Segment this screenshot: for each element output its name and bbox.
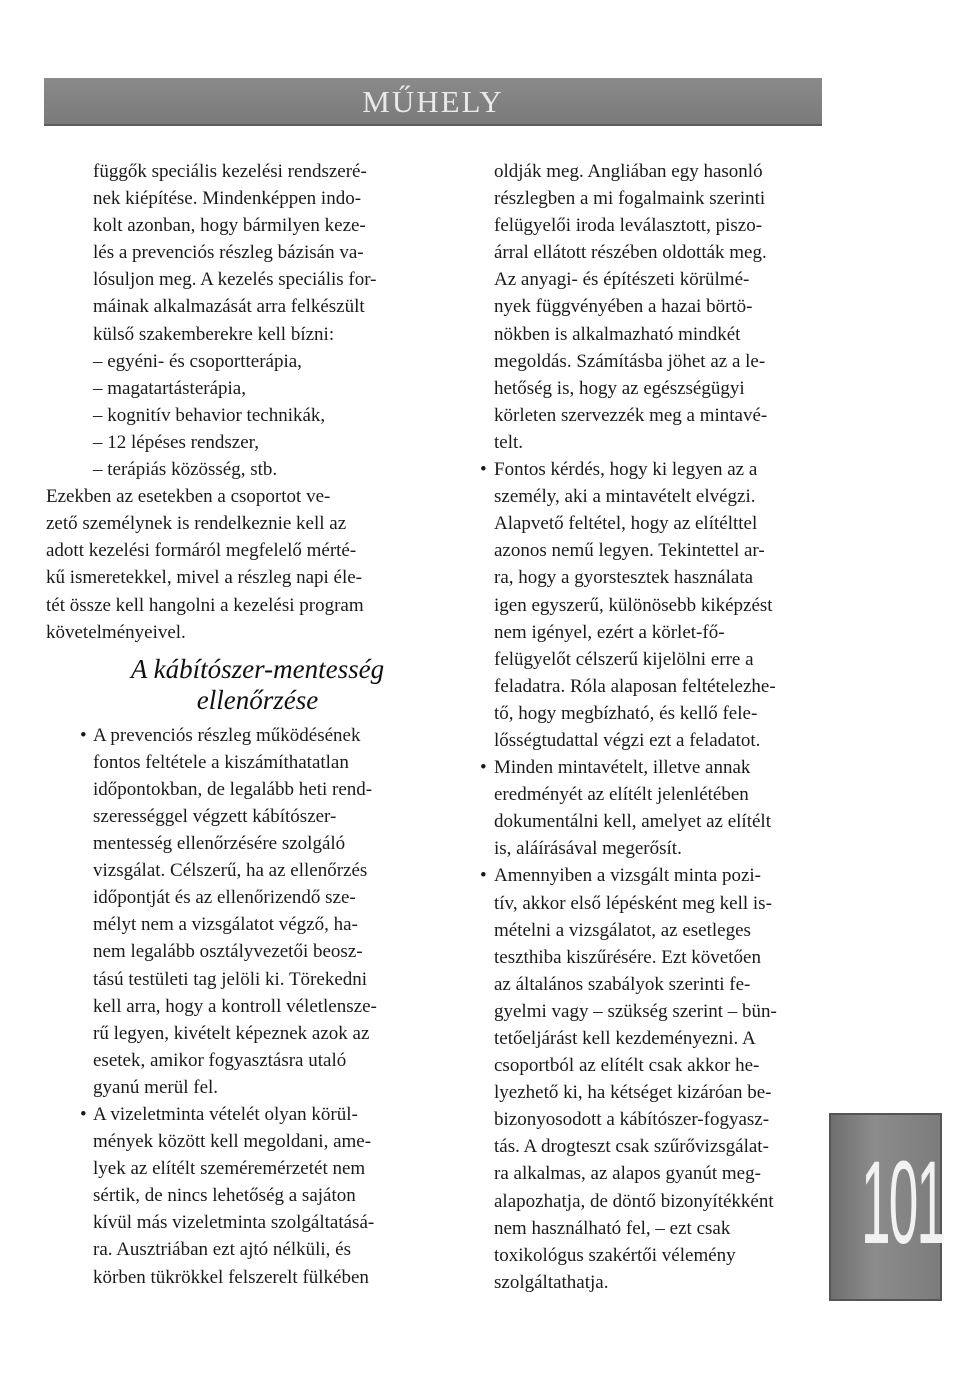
- section-title: MŰHELY: [362, 84, 504, 119]
- text-line: lósuljon meg. A kezelés speciális for-: [93, 269, 377, 291]
- text-line: gyanú merül fel.: [93, 1076, 219, 1098]
- text-line: árral ellátott részében oldották meg.: [494, 242, 767, 264]
- text-line: tású testületi tag jelöli ki. Törekedni: [93, 968, 368, 990]
- text-line: nem igényel, ezért a körlet-fő-: [494, 621, 725, 643]
- text-line: esetek, amikor fogyasztásra utaló: [93, 1049, 347, 1071]
- text-line: máinak alkalmazását arra felkészült: [93, 296, 365, 318]
- text-line: lősségtudattal végzi ezt a feladatot.: [494, 729, 761, 751]
- text-line: igen egyszerű, különösebb kiképzést: [494, 594, 773, 616]
- text-line: Az anyagi- és építészeti körülmé-: [494, 269, 750, 291]
- text-line: nek kiépítése. Mindenképpen indo-: [93, 188, 362, 210]
- continuation-paragraph: [494, 158, 823, 456]
- text-line: szolgáltathatja.: [494, 1271, 609, 1293]
- text-line: Amennyiben a vizsgált minta pozi-: [494, 865, 761, 887]
- text-line: oldják meg. Angliában egy hasonló: [494, 161, 763, 182]
- bullet-paragraph: [480, 754, 823, 862]
- text-line: mentesség ellenőrzésére szolgáló: [93, 833, 346, 855]
- text-line: mételni a vizsgálatot, az esetleges: [494, 919, 751, 941]
- text-line: megoldás. Számításba jöhet az a le-: [494, 350, 766, 372]
- text-line: lyek az elítélt szeméremérzetét nem: [93, 1158, 366, 1180]
- text-line: nyek függvényében a hazai börtö-: [494, 296, 753, 318]
- text-line: követelményeivel.: [46, 621, 186, 643]
- list-item: – kognitív behavior technikák,: [93, 404, 326, 426]
- text-line: kívül más vizeletminta szolgáltatásá-: [93, 1212, 375, 1234]
- list-item: – 12 lépéses rendszer,: [93, 431, 259, 453]
- text-line: lés a prevenciós részleg bázisán va-: [93, 242, 364, 264]
- text-line: Fontos kérdés, hogy ki legyen az a: [494, 459, 758, 481]
- text-line: időpontját és az ellenőrizendő sze-: [93, 887, 356, 909]
- bullet-paragraph: [46, 1101, 422, 1291]
- text-line: feladatra. Róla alaposan feltételezhe-: [494, 675, 776, 697]
- text-line: ra, hogy a gyorstesztek használata: [494, 567, 754, 589]
- section-heading: [93, 654, 422, 716]
- text-line: személy, aki a mintavételt elvégzi.: [494, 486, 756, 508]
- text-line: adott kezelési formáról megfelelő mérté-: [46, 540, 357, 562]
- text-line: körben tükrökkel felszerelt fülkében: [93, 1266, 369, 1288]
- text-line: szerességgel végzett kábítószer-: [93, 805, 337, 827]
- text-line: is, aláírásával megerősít.: [494, 838, 682, 860]
- text-line: rű legyen, kivételt képeznek azok az: [93, 1022, 370, 1044]
- text-line: tét össze kell hangolni a kezelési program: [46, 594, 364, 616]
- text-line: kolt azonban, hogy bármilyen keze-: [93, 215, 366, 237]
- bullet-paragraph: [480, 862, 823, 1296]
- list-item: – terápiás közösség, stb.: [93, 459, 278, 481]
- text-line: tetőeljárást kell kezdeményezni. A: [494, 1028, 756, 1049]
- text-line: sértik, de nincs lehetőség a sajáton: [93, 1185, 356, 1207]
- text-line: eredményét az elítélt jelenlétében: [494, 784, 749, 806]
- bullet-icon: •: [80, 1104, 87, 1125]
- text-line: tás. A drogteszt csak szűrővizsgálat-: [494, 1136, 769, 1158]
- text-line: azonos nemű legyen. Tekintettel ar-: [494, 540, 765, 562]
- text-line: az általános szabályok szerinti fe-: [494, 973, 751, 995]
- text-line: vizsgálat. Célszerű, ha az ellenőrzés: [93, 860, 368, 882]
- text-line: bizonyosodott a kábítószer-fogyasz-: [494, 1109, 770, 1131]
- page-number: 101: [860, 1137, 945, 1269]
- therapy-list: [46, 348, 422, 483]
- bullet-paragraph: [46, 722, 422, 1101]
- text-line: lyezhető ki, ha kétséget kizáróan be-: [494, 1082, 772, 1104]
- text-line: A vizeletminta vételét olyan körül-: [93, 1104, 358, 1125]
- list-item: – egyéni- és csoportterápia,: [93, 350, 302, 372]
- text-line: teszthiba kiszűrésére. Ezt követően: [494, 946, 761, 968]
- text-line: részlegben a mi fogalmaink szerinti: [494, 188, 766, 210]
- text-line: alapozhatja, de döntő bizonyítékként: [494, 1190, 774, 1212]
- section-header-band: [44, 78, 822, 126]
- left-column: [46, 158, 422, 1291]
- text-line: fontos feltétele a kiszámíthatatlan: [93, 751, 349, 773]
- text-line: felügyelőt célszerű kijelölni erre a: [494, 648, 754, 670]
- text-line: mények között kell megoldani, ame-: [93, 1131, 372, 1153]
- text-line: gyelmi vagy – szükség szerint – bün-: [494, 1000, 777, 1022]
- text-line: felügyelői iroda leválasztott, piszo-: [494, 215, 763, 237]
- text-line: A prevenciós részleg működésének: [93, 724, 361, 746]
- text-line: Minden mintavételt, illetve annak: [494, 757, 751, 779]
- group-leader-paragraph: [46, 483, 422, 646]
- text-line: tív, akkor első lépésként meg kell is-: [494, 892, 772, 914]
- text-line: nökben is alkalmazható mindkét: [494, 323, 741, 345]
- list-item: – magatartásterápia,: [93, 377, 246, 399]
- text-line: dokumentálni kell, amelyet az elítélt: [494, 811, 771, 833]
- text-line: nem használható fel, – ezt csak: [494, 1217, 731, 1239]
- text-line: hetőség is, hogy az egészségügyi: [494, 377, 745, 399]
- text-line: ra alkalmas, az alapos gyanút meg-: [494, 1163, 761, 1185]
- text-line: külső szakemberekre kell bízni:: [93, 323, 335, 345]
- bullet-paragraph: [480, 456, 823, 754]
- text-line: kell arra, hogy a kontroll véletlensze-: [93, 995, 377, 1017]
- text-line: tő, hogy megbízható, és kellő fele-: [494, 702, 758, 724]
- text-line: nem legalább osztályvezetői beosz-: [93, 941, 363, 963]
- text-line: Alapvető feltétel, hogy az elítélttel: [494, 513, 758, 535]
- text-line: telt.: [494, 431, 524, 453]
- text-line: körleten szervezzék meg a mintavé-: [494, 404, 768, 426]
- text-line: zető személynek is rendelkeznie kell az: [46, 513, 347, 535]
- text-line: ra. Ausztriában ezt ajtó nélküli, és: [93, 1239, 351, 1261]
- bullet-icon: •: [480, 459, 487, 481]
- bullet-icon: •: [480, 757, 487, 779]
- intro-paragraph: [46, 158, 422, 348]
- text-line: toxikológus szakértői vélemény: [494, 1244, 736, 1266]
- page-number-box: [829, 1113, 945, 1301]
- text-line: kű ismeretekkel, mivel a részleg napi éle-: [46, 567, 363, 589]
- heading-line: ellenőrzése: [196, 684, 319, 715]
- heading-line: A kábítószer-mentesség: [130, 653, 385, 684]
- right-column: [480, 158, 823, 1296]
- text-line: időpontokban, de legalább heti rend-: [93, 778, 373, 800]
- bullet-icon: •: [80, 724, 87, 746]
- text-line: Ezekben az esetekben a csoportot ve-: [46, 486, 331, 508]
- bullet-icon: •: [480, 865, 487, 887]
- text-line: csoportból az elítélt csak akkor he-: [494, 1055, 760, 1077]
- text-line: mélyt nem a vizsgálatot végző, ha-: [93, 914, 358, 936]
- text-line: függők speciális kezelési rendszeré-: [93, 161, 367, 182]
